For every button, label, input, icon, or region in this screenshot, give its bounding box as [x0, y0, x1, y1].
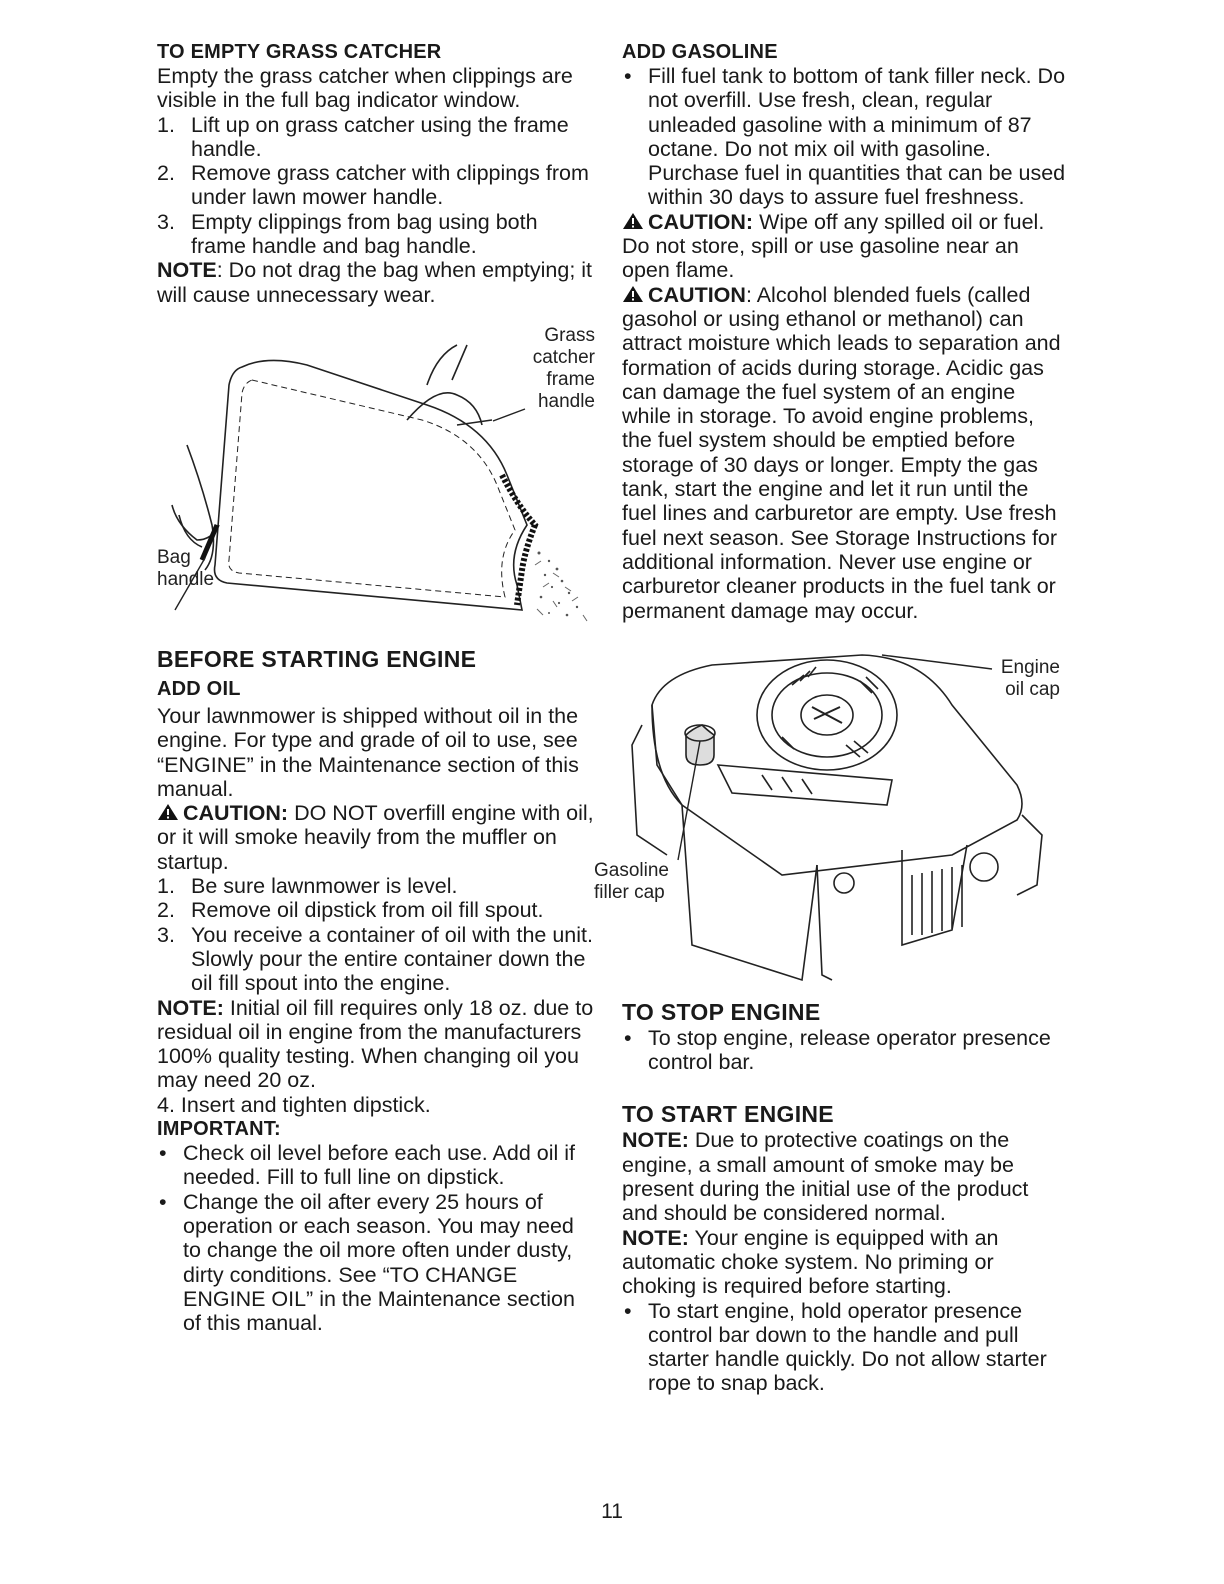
label-engine-oil-cap: Engine oil cap: [1000, 656, 1060, 700]
warning-icon: [157, 803, 179, 821]
add-gasoline-heading: ADD GASOLINE: [622, 41, 778, 63]
engine-figure: [594, 645, 1067, 990]
warning-icon: [622, 212, 644, 230]
add-oil-heading: ADD OIL: [157, 677, 241, 700]
add-oil-note: NOTE: Initial oil fill requires only 18 oz. due to residual oil in engine from the manufacturers 100% quality testing. When changing oil you may need 20 oz.: [157, 995, 594, 1093]
add-oil-steps: [157, 874, 597, 995]
add-oil-step-4: 4. Insert and tighten dipstick.: [157, 1092, 431, 1117]
add-gasoline-bullets: [622, 64, 1067, 210]
empty-catcher-intro: Empty the grass catcher when clippings are visible in the full bag indicator window.: [157, 64, 573, 113]
label-gasoline-filler-cap: Gasoline filler cap: [594, 859, 669, 903]
grass-catcher-figure: [157, 325, 597, 635]
list-item: 1. Lift up on grass catcher using the frame handle.: [157, 112, 569, 161]
list-item: • Fill fuel tank to bottom of tank filler neck. Do not overfill. Use fresh, clean, regular unleaded gasoline with a minimum of 87 octane. Do not mix oil with gasoline. Purchase fuel in quantities that can be used within 30 days to assure fuel freshness.: [624, 64, 1066, 210]
list-item: 2. Remove oil dipstick from oil fill spout.: [157, 898, 544, 923]
start-engine-note-2: NOTE: Your engine is equipped with an automatic choke system. No priming or choking is required before starting.: [622, 1225, 999, 1299]
left-column: [157, 40, 597, 1335]
list-item: • Change the oil after every 25 hours of operation or each season. You may need to change the oil more often under dusty, dirty conditions. See “TO CHANGE ENGINE OIL” in the Maintenance section of this manual.: [159, 1189, 575, 1336]
before-starting-heading: BEFORE STARTING ENGINE: [157, 645, 477, 672]
stop-engine-bullets: [622, 1026, 1067, 1075]
important-bullets: [157, 1141, 597, 1335]
start-engine-heading: TO START ENGINE: [622, 1101, 834, 1128]
label-bag-handle: Bag handle: [157, 546, 215, 590]
add-oil-intro: Your lawnmower is shipped without oil in the engine. For type and grade of oil to use, see “ENGINE” in the Maintenance section of this manual.: [157, 703, 579, 801]
empty-catcher-note: NOTE: Do not drag the bag when emptying; it will cause unnecessary wear.: [157, 258, 593, 307]
label-grass-catcher-frame-handle: Grass catcher frame handle: [532, 324, 595, 412]
start-engine-note-1: NOTE: Due to protective coatings on the engine, a small amount of smoke may be present during the initial use of the product and should be considered normal.: [622, 1128, 1029, 1226]
list-item: 2. Remove grass catcher with clippings from under lawn mower handle.: [157, 161, 589, 210]
list-item: 3. Empty clippings from bag using both frame handle and bag handle.: [157, 209, 538, 259]
list-item: • Check oil level before each use. Add oil if needed. Fill to full line on dipstick.: [159, 1141, 576, 1190]
add-oil-caution: CAUTION: DO NOT overfill engine with oil, or it will smoke heavily from the muffler on startup.: [157, 801, 594, 874]
page-number: 11: [601, 1500, 623, 1523]
warning-icon: [622, 285, 644, 303]
list-item: • To start engine, hold operator presence control bar down to the handle and pull starter handle quickly. Do not allow starter rope to snap back.: [624, 1298, 1047, 1396]
stop-engine-heading: TO STOP ENGINE: [622, 998, 821, 1025]
list-item: 3. You receive a container of oil with the unit. Slowly pour the entire container down the oil fill spout into the engine.: [157, 922, 593, 996]
right-column: [594, 40, 1067, 1396]
gasoline-caution-1: CAUTION: Wipe off any spilled oil or fuel. Do not store, spill or use gasoline near an open flame.: [622, 209, 1045, 283]
empty-catcher-heading: TO EMPTY GRASS CATCHER: [157, 41, 442, 63]
list-item: • To stop engine, release operator presence control bar.: [624, 1025, 1051, 1075]
important-label: IMPORTANT:: [157, 1118, 281, 1141]
gasoline-caution-2: CAUTION: Alcohol blended fuels (called gasohol or using ethanol or methanol) can attract moisture which leads to separation and formation of acids during storage. Acidic gas can damage the fuel system of an engine while in storage. To avoid engine problems, the fuel system should be emptied before storage of 30 days or longer. Empty the gas tank, start the engine and let it run until the fuel lines and carburetor are empty. Use fresh fuel next season. See Storage Instructions for additional information. Never use engine or carburetor cleaner products in the fuel tank or permanent damage may occur.: [622, 282, 1061, 623]
empty-catcher-steps: [157, 113, 597, 259]
start-engine-bullets: [622, 1299, 1067, 1396]
list-item: 1. Be sure lawnmower is level.: [157, 874, 458, 899]
